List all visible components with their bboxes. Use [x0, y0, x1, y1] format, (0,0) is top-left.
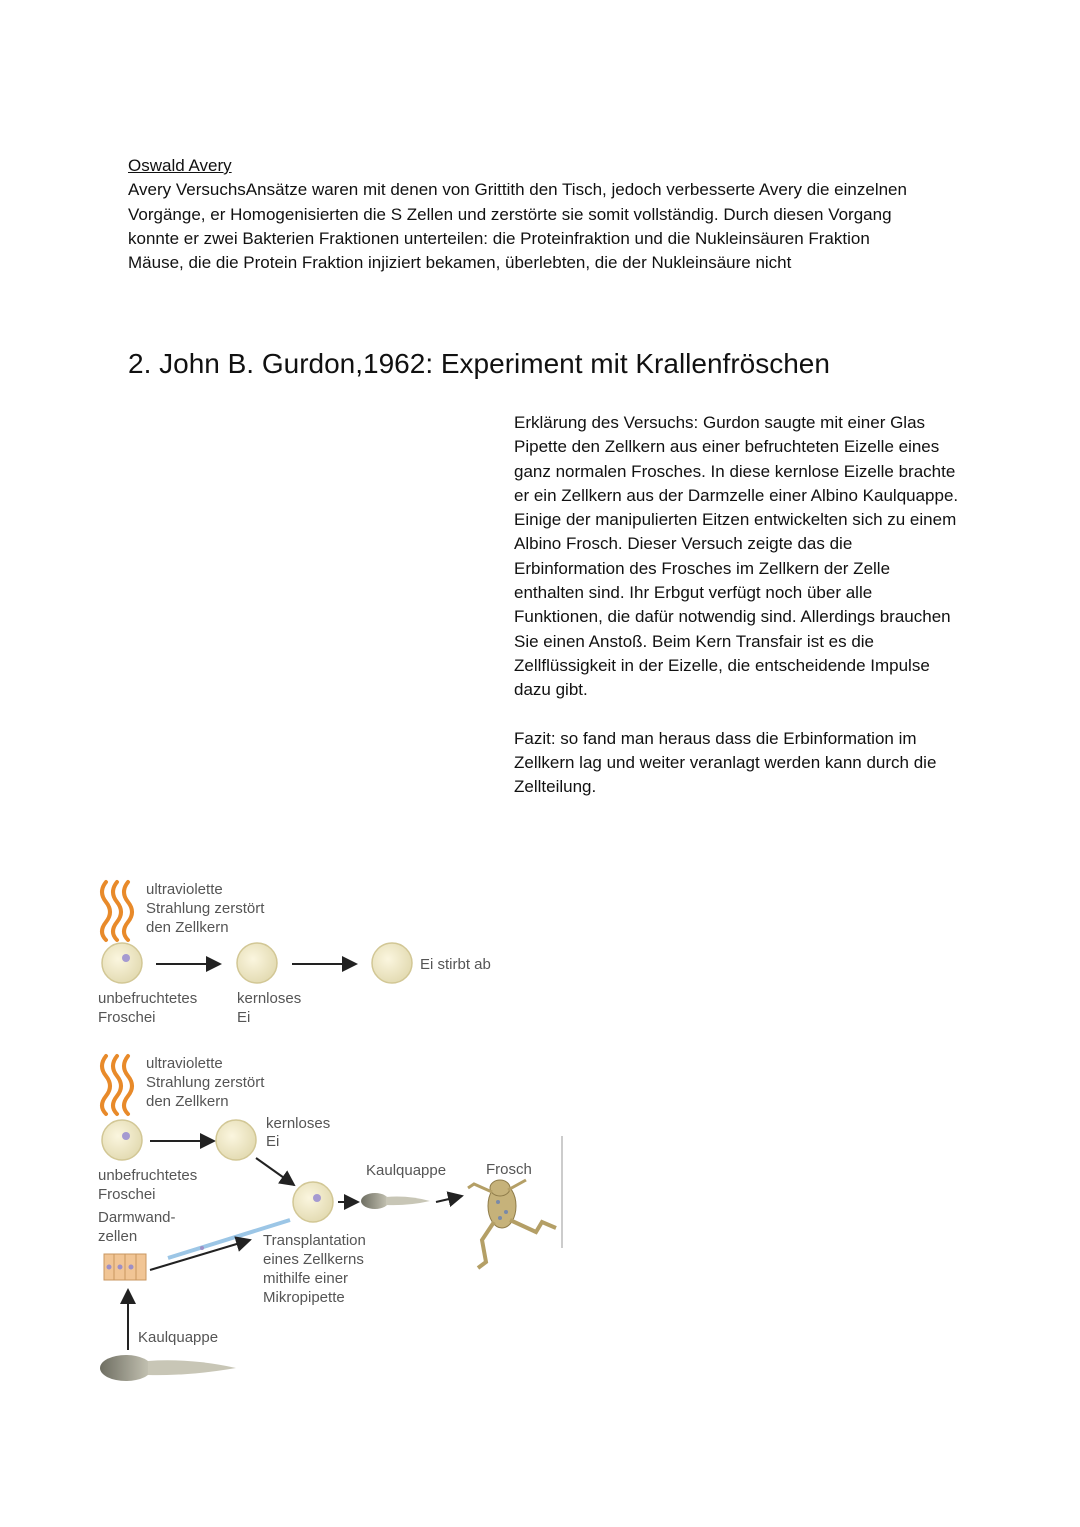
frog-label: Frosch [486, 1161, 532, 1178]
uv-rays-icon-1 [102, 882, 132, 940]
avery-section [128, 154, 928, 275]
recipient-egg-icon [293, 1182, 333, 1222]
enucleated-egg-icon-1 [237, 943, 277, 983]
enucleated-label-2b: Ei [266, 1133, 280, 1150]
enucleated-label-1b: Ei [237, 1009, 251, 1026]
uv-label-1c: den Zellkern [146, 919, 229, 936]
enucleated-egg-icon-2 [216, 1120, 256, 1160]
dying-egg-icon [372, 943, 412, 983]
gut-cells-icon [104, 1254, 146, 1280]
arrow-icon-6 [436, 1196, 462, 1202]
enucleated-label-1a: kernloses [237, 990, 302, 1007]
frog-egg-icon-2 [102, 1120, 142, 1160]
gut-label-b: zellen [98, 1228, 138, 1245]
frog-egg-icon-1 [102, 943, 142, 983]
egg-label-2b: Froschei [98, 1186, 156, 1203]
egg-label-1a: unbefruchtetes [98, 990, 198, 1007]
avery-heading: Oswald Avery [128, 156, 232, 175]
arrow-icon-7 [150, 1240, 250, 1270]
gurdon-title: 2. John B. Gurdon,1962: Experiment mit Krallenfröschen [128, 348, 830, 379]
gut-label-a: Darmwand- [98, 1209, 176, 1226]
uv-label-2a: ultraviolette [146, 1055, 223, 1072]
avery-paragraph-1: Avery VersuchsAnsätze waren mit denen von Grittith den Tisch, jedoch verbesserte Avery die einzelnen Vorgänge, er Homogenisierten die S Zellen und zerstörte sie somit vollständig. Durch diesen Vorgang konnte er zwei Bakterien Fraktionen unterteilen: die Proteinfraktion und die Nukleinsäuren Fraktion [128, 180, 907, 248]
donor-tadpole-label: Kaulquappe [138, 1329, 219, 1346]
uv-rays-icon-2 [102, 1056, 132, 1114]
uv-label-1b: Strahlung zerstört [146, 900, 265, 917]
frog-icon [468, 1180, 556, 1268]
transplant-label-b: eines Zellkerns [263, 1251, 364, 1268]
egg-label-2a: unbefruchtetes [98, 1167, 198, 1184]
egg-label-1b: Froschei [98, 1009, 156, 1026]
dies-label: Ei stirbt ab [420, 956, 491, 973]
transplant-label-d: Mikropipette [263, 1289, 345, 1306]
gurdon-diagram [90, 870, 570, 1390]
arrow-icon-4 [256, 1158, 294, 1185]
tadpole-icon [361, 1193, 430, 1209]
conclusion-text: Fazit: so fand man heraus dass die Erbinformation im Zellkern lag und weiter veranlagt werden kann durch die Zellteilung. [514, 728, 937, 797]
donor-tadpole-icon [100, 1355, 236, 1381]
gurdon-explanation [514, 411, 959, 823]
transplant-label-a: Transplantation [263, 1232, 366, 1249]
explanation-text: Erklärung des Versuchs: Gurdon saugte mit einer Glas Pipette den Zellkern aus einer befruchteten Eizelle eines ganz normalen Frosches. In diese kernlose Eizelle brachte er ein Zellkern aus der Darmzelle einer Albino Kaulquappe. Einige der manipulierten Eitzen entwickelten sich zu einem Albino Frosch. Dieser Versuch zeigte das die Erbinformation des Frosches im Zellkern der Zelle enthalten sind. Ihr Erbgut verfügt noch über alle Funktionen, die dafür notwendig sind. Allerdings brauchen Sie einen Anstoß. Beim Kern Transfair ist es die Zellflüssigkeit in der Eizelle, die entscheidende Impulse dazu gibt. [514, 413, 959, 700]
transplant-label-c: mithilfe einer [263, 1270, 349, 1287]
uv-label-2b: Strahlung zerstört [146, 1074, 265, 1091]
enucleated-label-2a: kernloses [266, 1115, 331, 1132]
avery-paragraph-2: Mäuse, die die Protein Fraktion injiziert bekamen, überlebten, die der Nukleinsäure nicht [128, 253, 792, 273]
uv-label-1a: ultraviolette [146, 881, 223, 898]
uv-label-2c: den Zellkern [146, 1093, 229, 1110]
tadpole-label: Kaulquappe [366, 1162, 447, 1179]
